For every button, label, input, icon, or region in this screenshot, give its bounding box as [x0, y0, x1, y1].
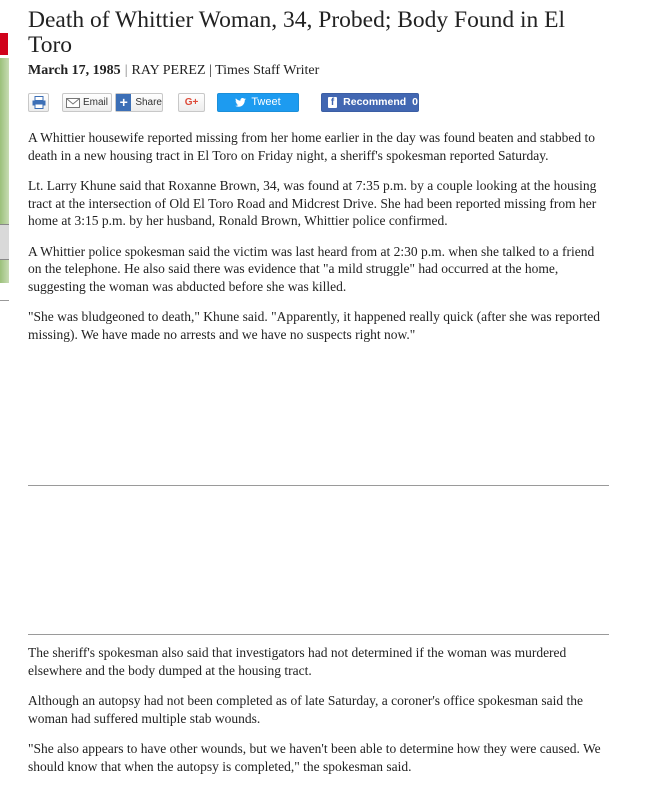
google-plus-label: G+ [184, 97, 199, 108]
article-paragraph: The sheriff's spokesman also said that investigators had not determined if the woman was murdered elsewhere and the body dumped at the housing tract. [28, 645, 567, 678]
edge-red-tab [0, 33, 8, 55]
article-date: March 17, 1985 [28, 63, 121, 78]
facebook-count: 0 [412, 96, 418, 108]
facebook-recommend-button[interactable] [321, 93, 419, 112]
share-button[interactable] [115, 93, 163, 112]
envelope-icon [66, 98, 80, 108]
byline-separator: | [124, 63, 128, 78]
divider-bottom [28, 634, 609, 635]
tweet-button[interactable] [217, 93, 299, 112]
article-paragraph: A Whittier housewife reported missing from her home earlier in the day was found beaten and stabbed to death in a new housing tract in El Toro on Friday night, a sheriff's spokesman reported Saturday. [28, 130, 595, 163]
plus-icon: + [116, 94, 131, 111]
article-body [28, 129, 610, 774]
twitter-bird-icon [235, 98, 246, 107]
article-body-continued [28, 644, 610, 788]
article-title: Death of Whittier Woman, 34, Probed; Body Found in El Toro [28, 7, 566, 58]
edge-grey-widget [0, 224, 9, 260]
tweet-label: Tweet [251, 96, 281, 108]
ad-slot [28, 486, 609, 634]
article-paragraph: A Whittier police spokesman said the victim was last heard from at 2:30 p.m. when she talked to a friend on the telephone. He also said there was evidence that "a mild struggle" had occurred at the home, suggesting the woman was abducted before she was killed. [28, 243, 595, 294]
byline [28, 62, 610, 80]
share-label: Share [135, 97, 162, 108]
facebook-icon: f [328, 97, 337, 108]
page-edge-chrome [0, 0, 10, 683]
article-container [28, 7, 610, 774]
article-paragraph: "She was bludgeoned to death," Khune said. "Apparently, it happened really quick (after she was reported missing). We have made no arrests and we have no suspects right now." [28, 309, 600, 342]
article-paragraph: Lt. Larry Khune said that Roxanne Brown, 34, was found at 7:35 p.m. by a couple looking at the housing tract at the intersection of Old El Toro Road and Midcrest Drive. She had been reported missing from her home at 3:15 p.m. by her husband, Ronald Brown, Whittier police confirmed. [28, 178, 597, 228]
article-paragraph: Although an autopsy had not been completed as of late Saturday, a coroner's office spokesman said the woman had suffered multiple stab wounds. [28, 693, 584, 726]
google-plus-button[interactable] [178, 93, 205, 112]
email-button[interactable] [62, 93, 112, 112]
article-author: RAY PEREZ | Times Staff Writer [131, 63, 320, 78]
facebook-label: Recommend [343, 96, 407, 108]
article-paragraph: "She also appears to have other wounds, but we haven't been able to determine how they were caused. We should know that when the autopsy is completed," the spokesman said. [28, 741, 601, 774]
printer-icon [32, 96, 46, 109]
email-label: Email [83, 97, 109, 108]
print-button[interactable] [28, 93, 49, 112]
share-toolbar [28, 93, 610, 115]
edge-divider [0, 300, 9, 301]
